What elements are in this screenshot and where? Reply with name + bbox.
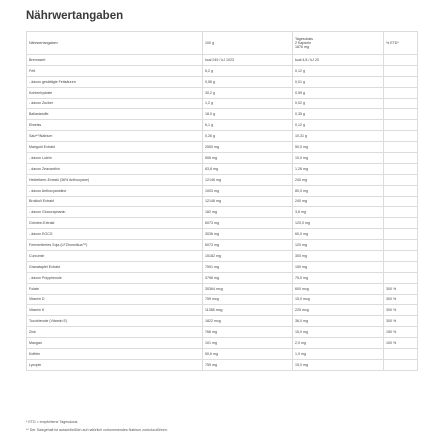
table-row — [27, 153, 418, 164]
table-cell: Folate — [27, 283, 203, 294]
table-row — [27, 131, 418, 142]
table-cell: Lycopin — [27, 359, 203, 370]
table-cell — [384, 55, 418, 66]
table-cell: kcal 4,8 / kJ 20 — [293, 55, 384, 66]
table-cell: 18,0 g — [203, 109, 293, 120]
table-cell: - davon Zeaxanthin — [27, 163, 203, 174]
table-cell: 240 mg — [293, 174, 384, 185]
table-cell: 300 mg — [293, 251, 384, 262]
table-cell: Eiweiss — [27, 120, 203, 131]
table-cell: 0,26 g — [203, 131, 293, 142]
table-cell — [384, 261, 418, 272]
table-row — [27, 87, 418, 98]
table-cell: 300 % — [384, 316, 418, 327]
table-cell: 225 mcg — [293, 305, 384, 316]
footnote-etd: * ETD = empfohlene Tagesdosis — [26, 420, 78, 424]
table-cell: 759 mcg — [203, 294, 293, 305]
page-title: Nährwertangaben — [26, 10, 124, 22]
table-cell: Kohlenhydrate — [27, 87, 203, 98]
table-cell — [384, 109, 418, 120]
table-cell — [384, 218, 418, 229]
table-cell: Ballaststoffe — [27, 109, 203, 120]
table-row — [27, 163, 418, 174]
table-cell: 101 mg — [203, 338, 293, 349]
table-cell: 12146 mg — [203, 174, 293, 185]
nutrition-table — [26, 31, 418, 371]
table-cell — [384, 153, 418, 164]
table-cell: 1003 mg — [203, 185, 293, 196]
table-cell: 1,26 mg — [293, 163, 384, 174]
table-row — [27, 305, 418, 316]
table-row — [27, 174, 418, 185]
table-cell: 0,01 g — [293, 76, 384, 87]
table-cell: 240 mg — [293, 196, 384, 207]
table-cell — [384, 251, 418, 262]
table-row — [27, 185, 418, 196]
table-cell: 15,0 mg — [293, 359, 384, 370]
table-cell: 10,0 mg — [293, 153, 384, 164]
table-cell — [384, 142, 418, 153]
table-cell: Heidelbeer-Extrakt (36% Anthocyane) — [27, 174, 203, 185]
table-cell: 150 mg — [293, 261, 384, 272]
table-row — [27, 142, 418, 153]
table-cell: Brokkoli Extrakt — [27, 196, 203, 207]
table-row — [27, 76, 418, 87]
table-cell — [384, 185, 418, 196]
table-cell: Curcumin — [27, 251, 203, 262]
table-cell: 12146 mg — [203, 196, 293, 207]
table-cell: Zink — [27, 327, 203, 338]
table-row — [27, 55, 418, 66]
table-cell: Brennwert — [27, 55, 203, 66]
table-cell: kcal 249 / kJ 1023 — [203, 55, 293, 66]
table-cell: 3036 mg — [203, 229, 293, 240]
table-cell: 60,0 mg — [293, 229, 384, 240]
table-header-cell: % ETD* — [384, 32, 418, 55]
table-cell: 63,8 mg — [203, 163, 293, 174]
table-cell: 0,56 g — [203, 76, 293, 87]
table-cell: Salz**/Natrium — [27, 131, 203, 142]
table-cell — [384, 163, 418, 174]
table-cell: Granatapfel Extrakt — [27, 261, 203, 272]
table-cell — [384, 76, 418, 87]
table-row — [27, 196, 418, 207]
table-row — [27, 251, 418, 262]
table-cell — [384, 87, 418, 98]
table-cell: - davon Zucker — [27, 98, 203, 109]
table-cell: 0,12 g — [293, 65, 384, 76]
table-cell — [384, 98, 418, 109]
table-cell: 6073 mg — [203, 240, 293, 251]
table-row — [27, 294, 418, 305]
table-row — [27, 316, 418, 327]
table-cell: 75,0 mg — [293, 272, 384, 283]
table-cell: 15182 mg — [203, 251, 293, 262]
table-cell: 0,35 g — [293, 109, 384, 120]
table-cell: 0,12 g — [293, 120, 384, 131]
table-cell: 300 % — [384, 305, 418, 316]
table-cell: 100 % — [384, 338, 418, 349]
table-row — [27, 272, 418, 283]
table-header-row — [27, 32, 418, 55]
table-row — [27, 261, 418, 272]
table-cell: 2,0 mg — [293, 338, 384, 349]
table-cell: - davon EGCG — [27, 229, 203, 240]
table-cell: - davon Polyphenole — [27, 272, 203, 283]
table-cell — [384, 240, 418, 251]
table-cell: 182 mg — [203, 207, 293, 218]
table-row — [27, 109, 418, 120]
table-cell — [384, 65, 418, 76]
table-cell: Tocotrienole (Vitamin E) — [27, 316, 203, 327]
table-cell: - davon gesättigte Fettsäuren — [27, 76, 203, 87]
table-row — [27, 338, 418, 349]
table-cell — [384, 174, 418, 185]
table-cell — [384, 207, 418, 218]
table-cell — [384, 229, 418, 240]
table-cell: 30,2 g — [203, 87, 293, 98]
table-cell: - davon Lutein — [27, 153, 203, 164]
table-row — [27, 218, 418, 229]
table-cell: 50,6 mg — [203, 349, 293, 360]
table-cell: Grüntee-Extrakt — [27, 218, 203, 229]
table-cell: 2550 mg — [203, 142, 293, 153]
table-cell: 7591 mg — [203, 261, 293, 272]
table-row — [27, 65, 418, 76]
table-cell — [384, 272, 418, 283]
table-cell: 1822 mcg — [203, 316, 293, 327]
table-row — [27, 349, 418, 360]
table-cell: Fett — [27, 65, 203, 76]
table-cell — [384, 349, 418, 360]
table-cell: - davon Anthocyanidine — [27, 185, 203, 196]
table-row — [27, 240, 418, 251]
table-cell: Mangan — [27, 338, 203, 349]
table-cell: 300 % — [384, 283, 418, 294]
footnote-salt: ** Der Salzgehalt ist ausschließlich auf natürlich vorkommendes Natrium zurückzuführen. — [26, 428, 168, 432]
table-cell: 3,6 mg — [293, 207, 384, 218]
table-row — [27, 359, 418, 370]
table-header-cell: Tagesdosis 2 Kapseln 1876 mg — [293, 32, 384, 55]
table-cell: 50,0 mg — [293, 142, 384, 153]
table-cell: 300 % — [384, 294, 418, 305]
table-header-cell: 100 g — [203, 32, 293, 55]
table-cell: 11385 mcg — [203, 305, 293, 316]
table-cell: Vitamin D — [27, 294, 203, 305]
table-header-cell: Nährwertangaben — [27, 32, 203, 55]
table-cell: 506 mg — [203, 153, 293, 164]
table-cell: 6,1 g — [203, 120, 293, 131]
table-cell: 1,0 mg — [293, 349, 384, 360]
table-cell: Vitamin K — [27, 305, 203, 316]
table-cell: 0,02 g — [293, 98, 384, 109]
table-cell: 36,0 mg — [293, 316, 384, 327]
table-cell: 120 mg — [293, 240, 384, 251]
table-cell: 30364 mcg — [203, 283, 293, 294]
table-cell: 6073 mg — [203, 218, 293, 229]
table-cell: 15,0 mcg — [293, 294, 384, 305]
table-cell — [384, 131, 418, 142]
table-cell: 15,0 mg — [293, 327, 384, 338]
table-cell — [384, 120, 418, 131]
table-cell: 80,0 mg — [293, 185, 384, 196]
table-cell: 766 mg — [203, 327, 293, 338]
table-row — [27, 207, 418, 218]
table-cell — [384, 359, 418, 370]
table-cell: 0,59 g — [293, 87, 384, 98]
table-row — [27, 327, 418, 338]
table-row — [27, 283, 418, 294]
table-cell: 120,0 mg — [293, 218, 384, 229]
table-row — [27, 98, 418, 109]
table-cell: 759 mg — [203, 359, 293, 370]
table-cell: 150 % — [384, 327, 418, 338]
table-cell: Fermentiertes Soja (LFZhonnikua™) — [27, 240, 203, 251]
table-cell: 6,2 g — [203, 65, 293, 76]
table-cell: Marigold Extrakt — [27, 142, 203, 153]
table-cell: 10,31 g — [293, 131, 384, 142]
table-cell: 3796 mg — [203, 272, 293, 283]
table-cell: 600 mcg — [293, 283, 384, 294]
table-row — [27, 120, 418, 131]
table-cell: - davon Glucoraphanin — [27, 207, 203, 218]
table-cell: 1,2 g — [203, 98, 293, 109]
table-row — [27, 229, 418, 240]
table-cell — [384, 196, 418, 207]
table-cell: Koffein — [27, 349, 203, 360]
